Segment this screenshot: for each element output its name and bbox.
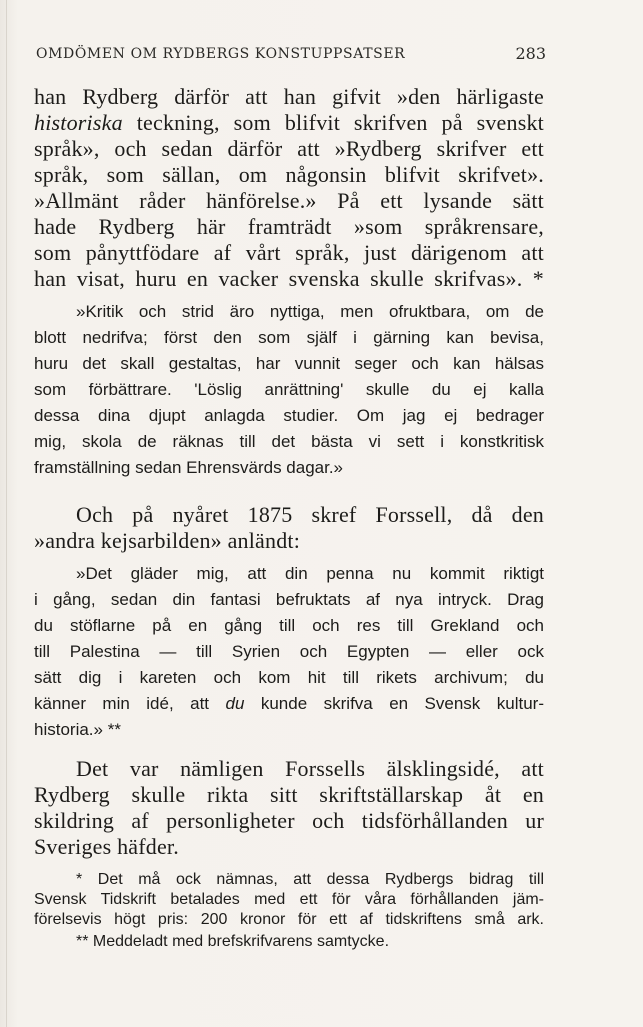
quote-line: dessa dina djupt anlagda studier. Om jag ej bedrager: [34, 406, 544, 425]
body-line: språk, som sällan, om någonsin blifvit skrifvet».: [34, 162, 544, 187]
page-number: 283: [515, 44, 546, 63]
footnote-line: Svensk Tidskrift betalades med ett för våra förhållanden jäm-: [34, 891, 544, 908]
quote-line: blott nedrifva; först den som själf i gärning kan bevisa,: [34, 328, 544, 347]
running-header: OMDÖMEN OM RYDBERGS KONSTUPPSATSER: [36, 46, 406, 62]
quote-line: som förbättrare. 'Löslig anrättning' skulle du ej kalla: [34, 380, 544, 399]
quote-line: mig, skola de räknas till det bästa vi sett i konstkritisk: [34, 432, 544, 451]
footnote-line: förelsevis högt pris: 200 kronor för ett af tidskriftens små ark.: [34, 911, 544, 928]
quote-line: framställning sedan Ehrensvärds dagar.»: [34, 458, 344, 477]
body-line: hade Rydberg här framträdt »som språkrensare,: [34, 214, 544, 239]
emphasis-word: historiska: [34, 110, 123, 135]
body-line: språk», och sedan därför att »Rydberg skrifver ett: [34, 136, 544, 161]
body-line: »Allmänt råder hänförelse.» På ett lysande sätt: [34, 188, 544, 213]
quote-line: till Palestina — till Syrien och Egypten — eller ock: [34, 642, 544, 661]
body-line: som pånyttfödare af vårt språk, just därigenom att: [34, 240, 544, 265]
body-line: han visat, huru en vacker svenska skulle skrifvas». *: [34, 266, 544, 291]
quote-line: historia.» **: [34, 720, 121, 739]
body-line: Det var nämligen Forssells älsklingsidé, att: [76, 756, 544, 781]
body-line: han Rydberg därför att han gifvit »den härligaste: [34, 84, 544, 109]
emphasis-word: du: [225, 694, 245, 713]
body-line: skildring af personligheter och tidsförhållanden ur: [34, 808, 544, 833]
quote-line: sätt dig i kareten och kom hit till rikets archivum; du: [34, 668, 544, 687]
footnote-line: ** Meddeladt med brefskrifvarens samtycke.: [76, 933, 390, 950]
quote-line: du stöflarne på en gång till och res till Grekland och: [34, 616, 544, 635]
body-line: »andra kejsarbilden» anländt:: [34, 528, 301, 553]
footnote-line: * Det må ock nämnas, att dessa Rydbergs bidrag till: [76, 871, 544, 888]
quote-line: »Kritik och strid äro nyttiga, men ofruktbara, om de: [76, 302, 544, 321]
body-line: historiska teckning, som blifvit skrifven på svenskt: [34, 110, 544, 135]
gutter-edge: [6, 0, 7, 1027]
body-line: Rydberg skulle rikta sitt skriftställarskap åt en: [34, 782, 544, 807]
quote-line: »Det gläder mig, att din penna nu kommit riktigt: [76, 564, 544, 583]
body-line: Och på nyåret 1875 skref Forssell, då den: [76, 502, 544, 527]
quote-line: i gång, sedan din fantasi befruktats af nya intryck. Drag: [34, 590, 544, 609]
quote-line: känner min idé, att du kunde skrifva en Svensk kultur-: [34, 694, 544, 713]
body-line: Sveriges häfder.: [34, 834, 179, 859]
quote-line: huru det skall gestaltas, har vunnit seger och kan hälsas: [34, 354, 544, 373]
